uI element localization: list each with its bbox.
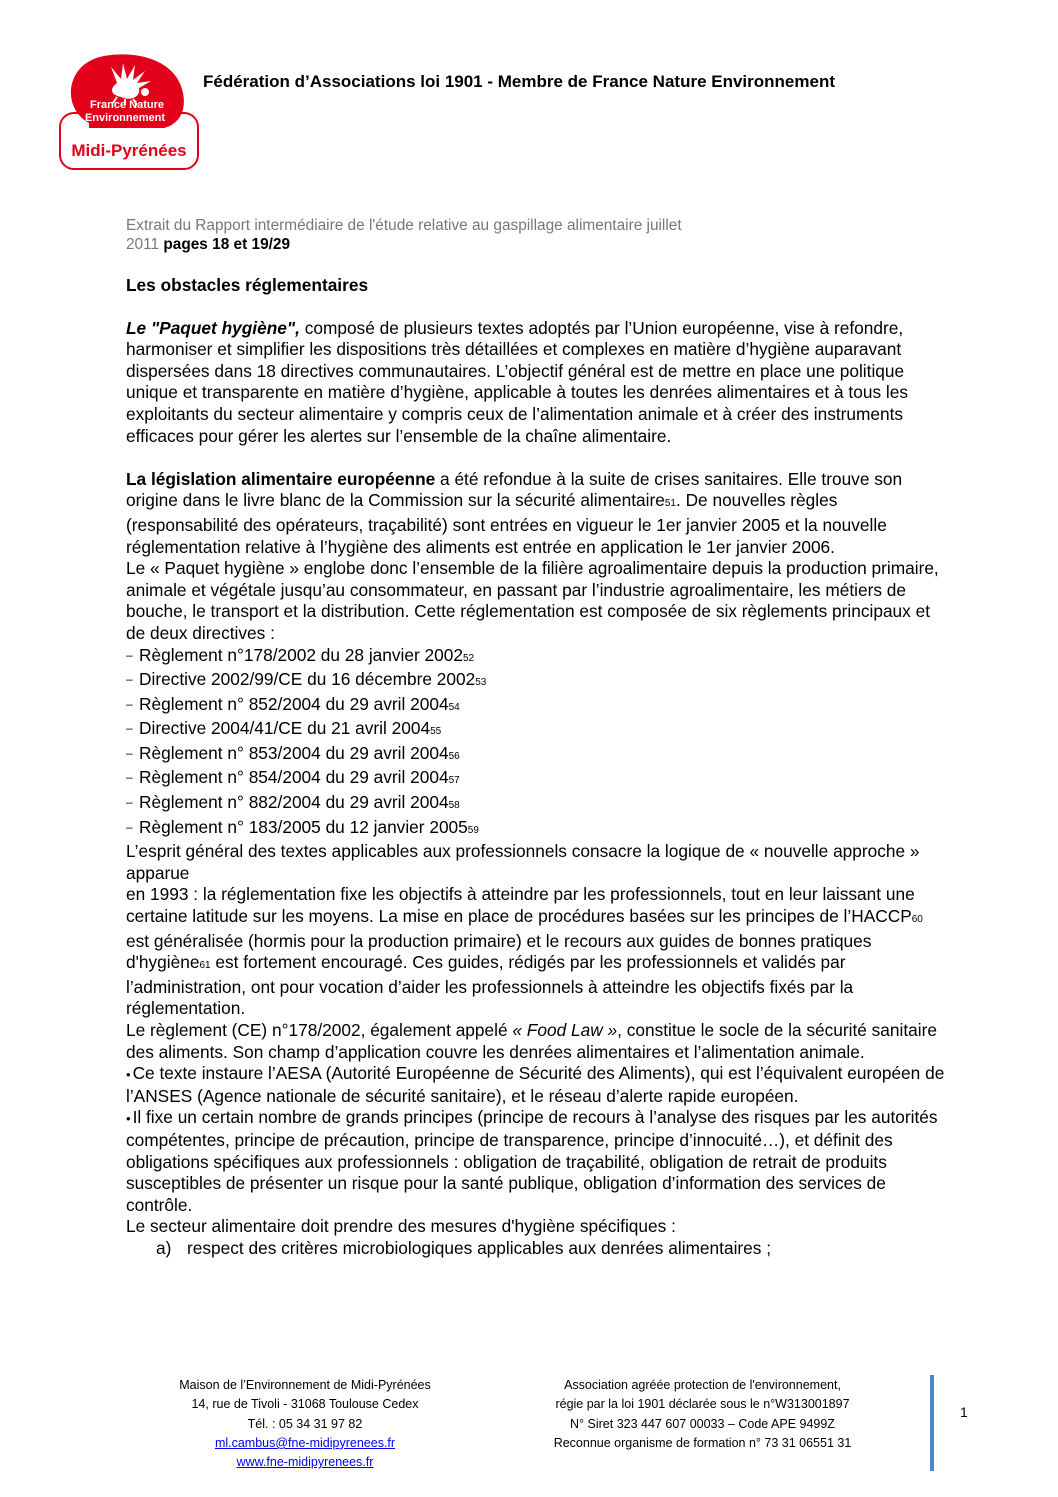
intro-pages: pages 18 et 19/29: [163, 236, 291, 253]
footnote-ref: 54: [448, 701, 460, 713]
footer-line: Tél. : 05 34 31 97 82: [247, 1416, 363, 1431]
paragraph-food-law: Le règlement (CE) n°178/2002, également appelé « Food Law », constitue le socle de la sécurité sanitaire des aliments. Son champ d’application couvre les denrées alimentaires et l’alimentation animale.: [126, 1020, 937, 1062]
footer-legal: [510, 1376, 895, 1453]
list-item: – Règlement n°178/2002 du 28 janvier 200252: [126, 644, 475, 665]
footer-address: [140, 1376, 470, 1472]
page-divider-bar: [930, 1375, 934, 1471]
footnote-ref: 58: [448, 800, 460, 812]
list-item: – Règlement n° 183/2005 du 12 janvier 200559: [126, 816, 479, 837]
paragraph-legislation: [126, 469, 946, 558]
legislation-term: La législation alimentaire européenne: [126, 468, 436, 489]
page-number: 1: [960, 1404, 968, 1420]
paquet-hygiene-term: Le "Paquet hygiène",: [126, 317, 300, 338]
intro-line1: Extrait du Rapport intermédiaire de l'étude relative au gaspillage alimentaire juillet: [126, 217, 682, 234]
footnote-ref: 56: [448, 750, 460, 762]
intro-year: 2011: [126, 236, 160, 253]
paragraph-1993: en 1993 : la réglementation fixe les objectifs à atteindre par les professionnels, tout en leur laissant une certaine latitude sur les moyens. La mise en place de procédures basées sur les principes de l’HACCP60 est généralisée (hormis pour la production primaire) et le recours aux guides de bonnes pratiques d'hygiène61 est fortement encouragé. Ces guides, rédigés par les professionnels et validés par l’administration, ont pour vocation d’aider les professionnels à atteindre les objectifs fixés par la réglementation.: [126, 884, 923, 1019]
header-title: Fédération d’Associations loi 1901 - Membre de France Nature Environnement: [203, 72, 835, 91]
paragraph-2-text-b: . De nouvelles règles (responsabilité des opérateurs, traçabilité) sont entrées en vigueur le 1er janvier 2005 et la nouvelle réglementation relative à l’hygiène des aliments est entrée en application le 1er janvier 2006.: [126, 490, 887, 557]
regulation-list: [126, 645, 946, 842]
intro-text: [126, 216, 946, 254]
footer-line: Maison de l’Environnement de Midi-Pyrénées: [179, 1378, 431, 1392]
list-item: – Règlement n° 852/2004 du 29 avril 200454: [126, 693, 460, 714]
footnote-ref: 51: [664, 498, 676, 510]
paragraph-nouvelle-approche: L’esprit général des textes applicables aux professionnels consacre la logique de « nouvelle approche » apparue: [126, 841, 920, 883]
logo-line1: France Nature: [90, 99, 164, 111]
paragraph-2-text-a: a été refondue à la suite de crises sanitaires. Elle trouve son origine dans le livre blanc de la Commission sur la sécurité alimentaire: [126, 468, 903, 511]
document-body: [126, 216, 946, 1260]
paragraph-paquet-hygiene: [126, 318, 946, 448]
paragraph-paquet-scope: Le « Paquet hygiène » englobe donc l’ensemble de la filière agroalimentaire depuis la production primaire, animale et végétale jusqu’au consommateur, en passant par l’industrie agroalimentaire, les métiers de bouche, le transport et la distribution. Cette réglementation est composée de six règlements principaux et de deux directives :: [126, 558, 939, 643]
footnote-ref: 53: [475, 677, 487, 689]
list-item: – Règlement n° 853/2004 du 29 avril 200456: [126, 742, 460, 763]
footer-line: Association agréée protection de l'environnement,: [564, 1378, 841, 1392]
fne-logo: [59, 53, 199, 171]
list-item: – Directive 2004/41/CE du 21 avril 200455: [126, 718, 442, 739]
paragraph-1-text: composé de plusieurs textes adoptés par l’Union européenne, vise à refondre, harmoniser et simplifier les dispositions très détaillées et complexes en matière d’hygiène auparavant dispersées dans 18 directives communautaires. L’objectif général est de mettre en place une politique unique et transparente en matière d’hygiène, applicable à toutes les denrées alimentaires et à tous les exploitants du secteur alimentaire y compris ceux de l’alimentation animale et à créer des instruments efficaces pour gérer les alertes sur l’ensemble de la chaîne alimentaire.: [126, 317, 908, 446]
list-item: – Règlement n° 854/2004 du 29 avril 200457: [126, 767, 460, 788]
footnote-ref: 60: [911, 914, 923, 926]
footer-line: Reconnue organisme de formation n° 73 31 06551 31: [553, 1435, 852, 1450]
footer-line: N° Siret 323 447 607 00033 – Code APE 9499Z: [570, 1416, 835, 1431]
logo-region: Midi-Pyrénées: [71, 141, 187, 160]
footer-line: 14, rue de Tivoli - 31068 Toulouse Cedex: [191, 1397, 419, 1412]
bullet-icon: •: [126, 1111, 131, 1127]
list-item: – Directive 2002/99/CE du 16 décembre 200253: [126, 669, 487, 690]
bullet-item: • Ce texte instaure l’AESA (Autorité Européenne de Sécurité des Aliments), qui est l’équivalent européen de l’ANSES (Agence nationale de sécurité sanitaire), et le réseau d’alerte rapide européen.: [126, 1063, 945, 1106]
logo-line2: Environnement: [84, 112, 166, 124]
footnote-ref: 59: [467, 824, 479, 836]
footnote-ref: 61: [199, 960, 211, 972]
alpha-list-item: a) respect des critères microbiologiques applicables aux denrées alimentaires ;: [156, 1237, 772, 1258]
paragraph-mesures: Le secteur alimentaire doit prendre des mesures d'hygiène spécifiques :: [126, 1216, 676, 1237]
food-law-term: « Food Law »: [512, 1020, 618, 1040]
footnote-ref: 57: [448, 775, 460, 787]
footnote-ref: 52: [462, 652, 475, 664]
bullet-icon: •: [126, 1067, 131, 1083]
list-item: – Règlement n° 882/2004 du 29 avril 200458: [126, 792, 460, 813]
email-link[interactable]: ml.cambus@fne-midipyrenees.fr: [214, 1435, 396, 1450]
bullet-item: • Il fixe un certain nombre de grands principes (principe de recours à l’analyse des risques par les autorités compétentes, principe de précaution, principe de transparence, principe d’innocuité…), et définit des obligations spécifiques aux professionnels : obligation de traçabilité, obligation de retrait de produits susceptibles de présenter un risque pour la santé publique, obligation d’information des services de contrôle.: [126, 1107, 938, 1215]
website-link[interactable]: www.fne-midipyrenees.fr: [236, 1455, 374, 1470]
footer-line: régie par la loi 1901 déclarée sous le n°W313001897: [555, 1397, 850, 1412]
footnote-ref: 55: [430, 726, 442, 738]
section-title: Les obstacles réglementaires: [126, 275, 369, 295]
